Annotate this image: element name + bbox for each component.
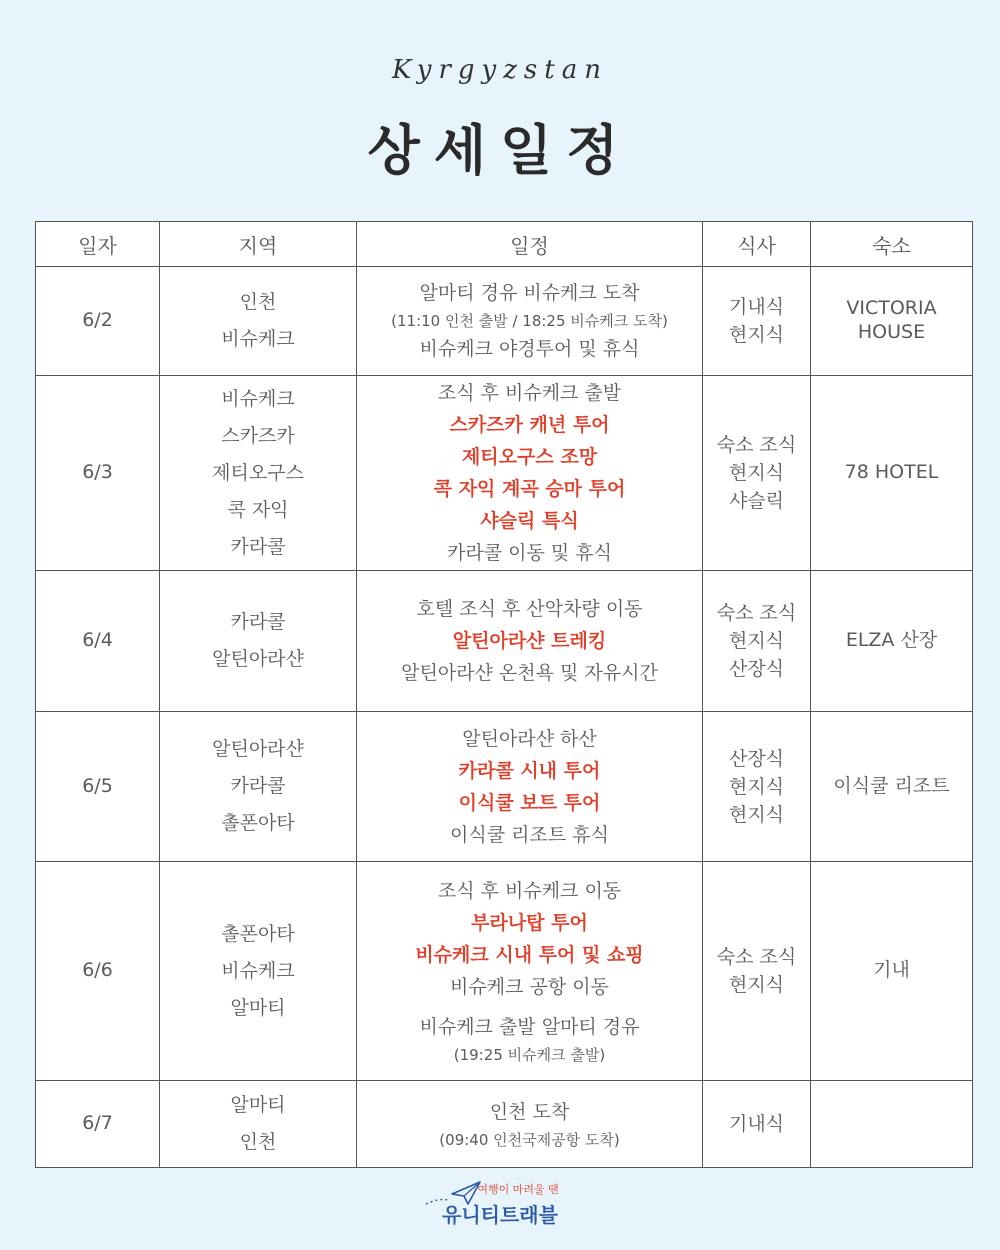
plan-highlight: 스카즈카 캐년 투어 [449,414,610,436]
region-name: 카라콜 [230,775,286,797]
lodging-cell [811,862,973,1081]
meal-item: 샤슬릭 [728,490,785,512]
plan-highlight: 이식쿨 보트 투어 [458,791,601,814]
lodging-name: 기내 [873,959,910,982]
region-cell [160,862,357,1081]
region-name: 비슈케크 [221,328,295,350]
plan-highlight: 콕 자익 계곡 승마 투어 [433,478,626,500]
plan-highlight: 제티오구스 조망 [461,446,598,468]
lodging-name: 78 HOTEL [844,461,939,484]
region-cell [160,267,357,376]
meal-item: 현지식 [728,324,785,346]
plan-item: 알틴아라샨 온천욕 및 자유시간 [401,662,658,684]
plan-item: 인천 도착 [489,1101,570,1123]
lodging-name: HOUSE [857,321,926,343]
page-title: 상세일정 [367,119,633,182]
lodging-cell [811,571,973,712]
plan-highlight: 알틴아라샨 트레킹 [452,630,607,652]
plan-item: 비슈케크 공항 이동 [450,976,609,998]
meal-item: 숙소 조식 [716,434,797,456]
table-header-row [36,222,973,267]
lodging-name: ELZA 산장 [845,629,938,652]
plan-cell [357,376,703,571]
meal-item: 기내식 [728,1113,785,1135]
plan-cell [357,1081,703,1168]
region-name: 인천 [239,291,277,313]
region-cell [160,376,357,571]
region-name: 카라콜 [230,535,286,558]
footer-brand: 유니티트래블 [442,1203,558,1227]
plan-item: 알마티 경유 비슈케크 도착 [419,282,640,304]
meals-cell [703,571,811,712]
meal-item: 현지식 [728,803,785,826]
meals-cell [703,1081,811,1168]
meal-item: 숙소 조식 [716,602,797,624]
region-name: 비슈케크 [221,959,295,982]
table-row [36,712,973,862]
page-subtitle: Kyrgyzstan [392,55,608,85]
column-header-meals: 식사 [703,222,811,267]
lodging-name: 이식쿨 리조트 [833,774,950,797]
lodging-cell [811,376,973,571]
meals-cell [703,376,811,571]
meal-item: 산장식 [728,658,785,680]
column-header-lodging: 숙소 [811,222,973,267]
region-name: 알마티 [230,996,286,1019]
plan-item: 조식 후 비슈케크 출발 [437,382,622,404]
lodging-cell [811,712,973,862]
plan-cell [357,267,703,376]
plan-highlight: 샤슬릭 특식 [480,510,579,532]
meal-item: 기내식 [728,296,785,318]
region-name: 콕 자익 [227,498,289,521]
region-name: 비슈케크 [221,387,295,410]
plan-highlight: 카라콜 시내 투어 [458,759,601,782]
plan-highlight: 비슈케크 시내 투어 및 쇼핑 [415,944,644,966]
plan-item: 호텔 조식 후 산악차량 이동 [416,598,643,620]
region-name: 인천 [239,1131,277,1153]
plan-item: 이식쿨 리조트 휴식 [450,823,609,846]
region-name: 촐폰아타 [221,922,295,945]
meal-item: 산장식 [728,747,785,770]
plan-note: (19:25 비슈케크 출발) [453,1046,606,1064]
meal-item: 현지식 [728,630,785,652]
region-name: 알틴아라샨 [212,648,304,670]
footer-tagline: 여행이 마려울 땐 [477,1183,559,1196]
table-row [36,376,973,571]
plan-item: 비슈케크 야경투어 및 휴식 [419,338,640,360]
region-name: 카라콜 [230,611,286,633]
meals-cell [703,712,811,862]
plan-item: 알틴아라샨 하산 [462,727,597,750]
date-cell: 6/5 [36,712,160,862]
table-row [36,571,973,712]
region-cell [160,1081,357,1168]
table-row [36,267,973,376]
region-name: 알틴아라샨 [212,738,304,760]
lodging-cell [811,267,973,376]
plan-cell [357,712,703,862]
region-name: 촐폰아타 [221,812,295,834]
date-cell: 6/4 [36,571,160,712]
table-row [36,1081,973,1168]
column-header-region: 지역 [160,222,357,267]
plan-item: 조식 후 비슈케크 이동 [437,880,622,902]
region-cell [160,712,357,862]
plan-cell [357,862,703,1081]
meal-item: 현지식 [728,775,785,798]
table-row [36,862,973,1081]
column-header-date: 일자 [36,222,160,267]
plan-highlight: 부라나탑 투어 [471,912,588,934]
plan-item: 비슈케크 출발 알마티 경유 [419,1016,640,1038]
lodging-name: VICTORIA [846,297,937,320]
itinerary-table [35,221,973,1168]
meal-item: 숙소 조식 [716,946,797,968]
meals-cell [703,267,811,376]
region-name: 스카즈카 [221,424,295,447]
region-cell [160,571,357,712]
date-cell: 6/7 [36,1081,160,1168]
meals-cell [703,862,811,1081]
column-header-plan: 일정 [357,222,703,267]
meal-item: 현지식 [728,974,785,996]
date-cell: 6/2 [36,267,160,376]
footer-logo [0,1178,1000,1228]
plan-cell [357,571,703,712]
plan-note: (11:10 인천 출발 / 18:25 비슈케크 도착) [391,312,668,330]
date-cell: 6/6 [36,862,160,1081]
region-name: 알마티 [230,1094,286,1116]
plan-item: 카라콜 이동 및 휴식 [447,542,612,564]
date-cell: 6/3 [36,376,160,571]
lodging-cell [811,1081,973,1168]
plan-note: (09:40 인천국제공항 도착) [439,1131,620,1149]
region-name: 제티오구스 [212,461,304,484]
meal-item: 현지식 [728,462,785,484]
